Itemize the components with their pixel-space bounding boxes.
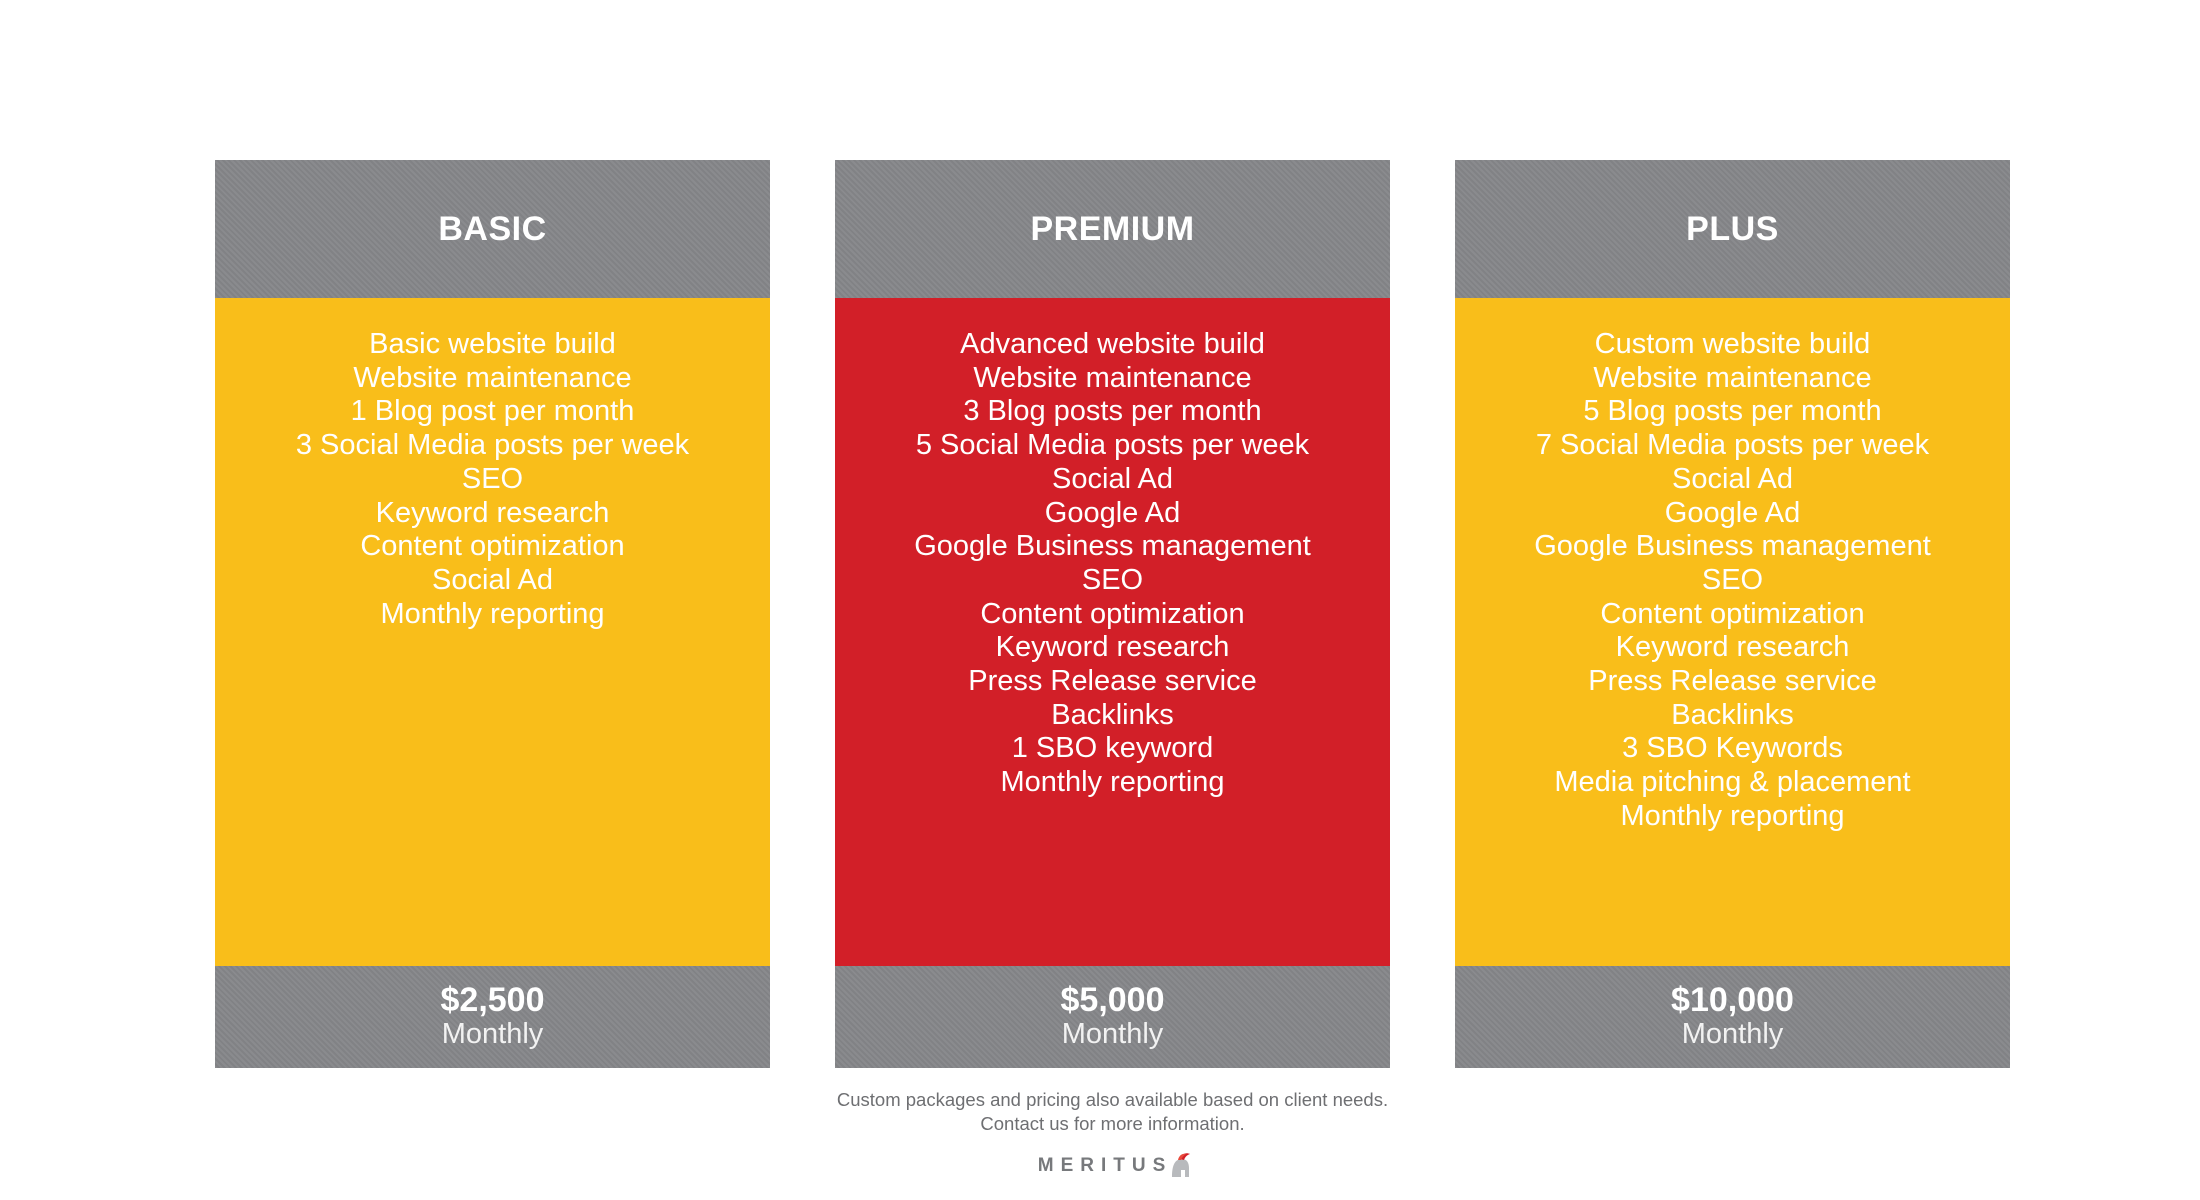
feature-item: Content optimization: [360, 530, 625, 563]
feature-item: Keyword research: [995, 631, 1230, 664]
feature-item: Backlinks: [1051, 698, 1174, 731]
feature-item: SEO: [1081, 563, 1144, 596]
plan-features: [1455, 298, 2010, 966]
feature-item: 3 SBO Keywords: [1622, 732, 1843, 765]
feature-item: 5 Social Media posts per week: [915, 429, 1310, 462]
plan-name: PREMIUM: [1030, 209, 1195, 248]
feature-item: Monthly reporting: [1620, 799, 1845, 832]
feature-item: Google Business management: [914, 530, 1311, 563]
feature-list: [215, 328, 770, 631]
plan-header: [215, 160, 770, 298]
plan-features: [215, 298, 770, 966]
feature-item: Press Release service: [968, 665, 1257, 698]
plan-period: Monthly: [441, 1018, 544, 1050]
spartan-helmet-icon: [1168, 1151, 1192, 1181]
plan-period: Monthly: [1681, 1018, 1784, 1050]
feature-item: Advanced website build: [960, 328, 1265, 360]
feature-item: Google Ad: [1664, 496, 1801, 529]
feature-item: 1 Blog post per month: [350, 395, 635, 428]
feature-item: SEO: [461, 462, 524, 495]
plan-features: [835, 298, 1390, 966]
plan-price: $5,000: [1060, 981, 1165, 1019]
feature-item: Website maintenance: [353, 361, 632, 394]
feature-item: Keyword research: [1615, 631, 1850, 664]
plan-card-basic: [215, 160, 770, 1068]
feature-item: Content optimization: [1600, 597, 1865, 630]
feature-item: Backlinks: [1671, 698, 1794, 731]
plan-card-premium: [835, 160, 1390, 1068]
feature-item: SEO: [1701, 563, 1764, 596]
feature-item: Social Ad: [1052, 462, 1173, 495]
feature-item: 3 Social Media posts per week: [295, 429, 690, 462]
brand-logo: [1030, 1148, 1200, 1184]
footnote-line: Contact us for more information.: [980, 1113, 1245, 1134]
plan-footer: [215, 966, 770, 1068]
feature-item: Google Business management: [1534, 530, 1931, 563]
feature-item: Social Ad: [1672, 462, 1793, 495]
plan-name: PLUS: [1686, 209, 1779, 248]
feature-item: 5 Blog posts per month: [1583, 395, 1882, 428]
plan-header: [1455, 160, 2010, 298]
plan-period: Monthly: [1061, 1018, 1164, 1050]
brand-name: MERITUS: [1037, 1155, 1173, 1176]
feature-item: Press Release service: [1588, 665, 1877, 698]
feature-list: [835, 328, 1390, 800]
feature-item: Keyword research: [375, 496, 610, 529]
plan-header: [835, 160, 1390, 298]
feature-item: Media pitching & placement: [1554, 766, 1911, 799]
plan-name: BASIC: [438, 209, 547, 248]
feature-item: Monthly reporting: [1000, 766, 1225, 799]
feature-item: Basic website build: [369, 328, 616, 360]
plan-card-plus: [1455, 160, 2010, 1068]
feature-list: [1455, 328, 2010, 834]
plan-footer: [1455, 966, 2010, 1068]
feature-item: Monthly reporting: [380, 597, 605, 630]
feature-item: Website maintenance: [1593, 361, 1872, 394]
feature-item: Website maintenance: [973, 361, 1252, 394]
feature-item: Custom website build: [1594, 328, 1871, 360]
feature-item: Content optimization: [980, 597, 1245, 630]
feature-item: 3 Blog posts per month: [963, 395, 1262, 428]
footnote-line: Custom packages and pricing also available based on client needs.: [836, 1089, 1389, 1110]
feature-item: Google Ad: [1044, 496, 1181, 529]
plan-price: $2,500: [440, 981, 545, 1019]
footnote: [0, 1088, 2200, 1136]
feature-item: 7 Social Media posts per week: [1535, 429, 1930, 462]
feature-item: 1 SBO keyword: [1011, 732, 1214, 765]
feature-item: Social Ad: [432, 563, 553, 596]
plan-footer: [835, 966, 1390, 1068]
plan-price: $10,000: [1671, 981, 1794, 1019]
